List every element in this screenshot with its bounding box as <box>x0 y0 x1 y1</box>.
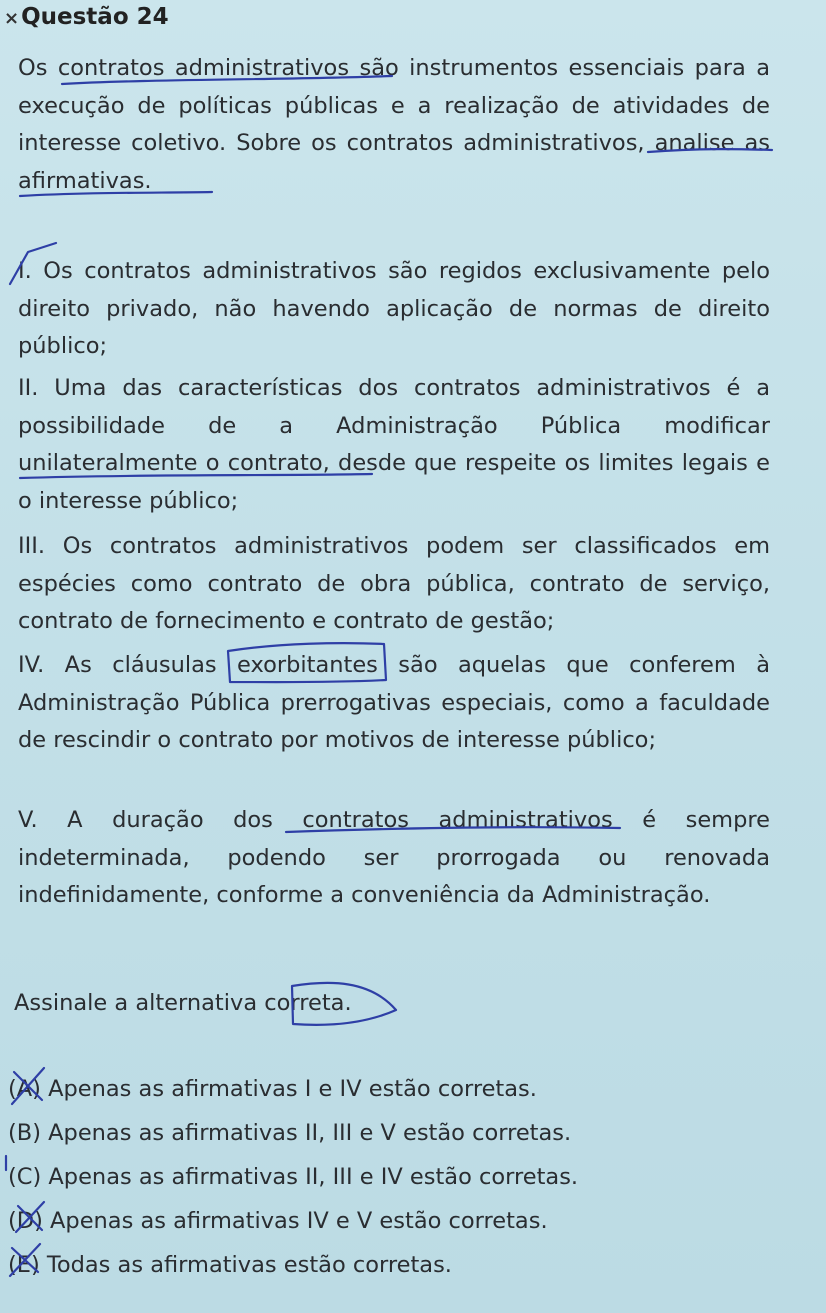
statement-2: II. Uma das características dos contratos administrativos é a possibilidade de a Administração Pública modificar unilateralmente o contrato, desde que respeite os limites legais e o interesse público; <box>18 375 770 514</box>
question-instruction: Assinale a alternativa correta. <box>14 990 352 1016</box>
option-e[interactable]: (E) Todas as afirmativas estão corretas. <box>8 1252 452 1278</box>
statement-3: III. Os contratos administrativos podem ser classificados em espécies como contrato de obra pública, contrato de serviço, contrato de fornecimento e contrato de gestão; <box>18 533 770 634</box>
question-intro: Os contratos administrativos são instrumentos essenciais para a execução de políticas públicas e a realização de atividades de interesse coletivo. Sobre os contratos administrativos, analise as afirmativas. <box>18 55 770 194</box>
option-c[interactable]: (C) Apenas as afirmativas II, III e IV estão corretas. <box>8 1164 579 1190</box>
answer-options <box>8 1067 768 1287</box>
option-a[interactable]: (A) Apenas as afirmativas I e IV estão corretas. <box>8 1076 537 1102</box>
x-mark-icon: × <box>4 8 20 29</box>
statement-4: IV. As cláusulas exorbitantes são aquelas que conferem à Administração Pública prerrogativas especiais, como a faculdade de rescindir o contrato por motivos de interesse público; <box>18 652 770 753</box>
statement-5: V. A duração dos contratos administrativos é sempre indeterminada, podendo ser prorrogada ou renovada indefinidamente, conforme a conveniência da Administração. <box>18 807 770 908</box>
statement-1: I. Os contratos administrativos são regidos exclusivamente pelo direito privado, não havendo aplicação de normas de direito público; <box>18 258 770 359</box>
question-header <box>4 4 169 30</box>
option-d[interactable]: (D) Apenas as afirmativas IV e V estão corretas. <box>8 1208 548 1234</box>
question-title: Questão 24 <box>21 4 169 30</box>
option-b[interactable]: (B) Apenas as afirmativas II, III e V estão corretas. <box>8 1120 572 1146</box>
